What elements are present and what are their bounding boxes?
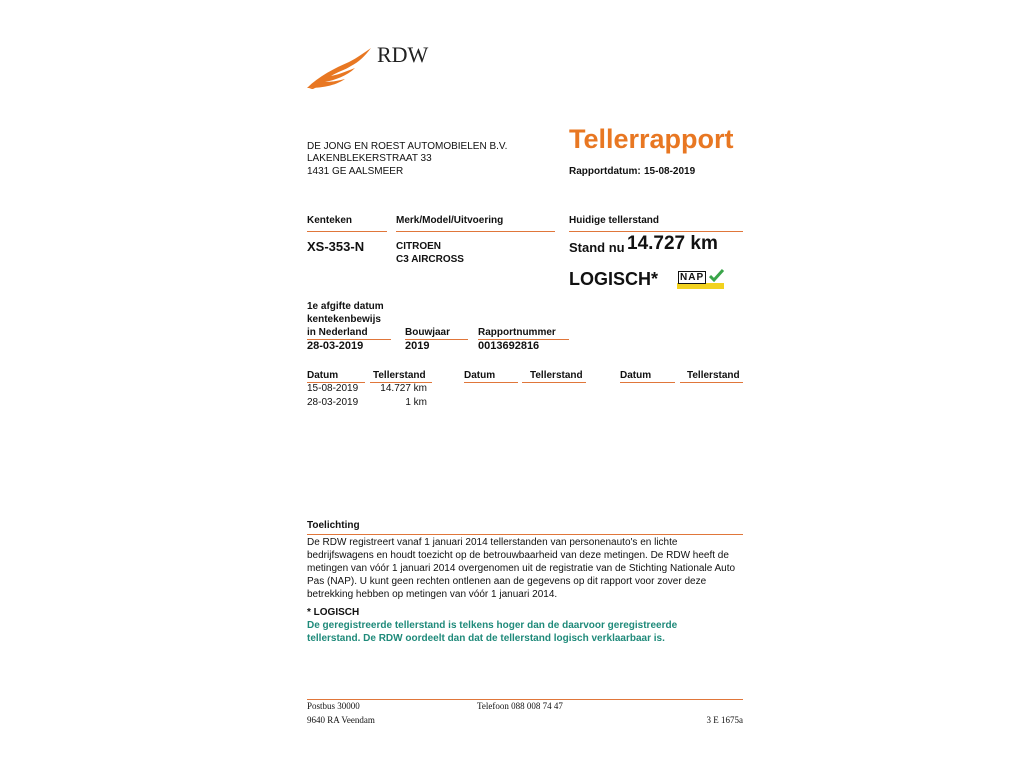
afgifte-label-3: in Nederland [307,327,368,338]
kenteken-value: XS-353-N [307,239,365,254]
kenteken-rule [307,231,387,232]
toelichting-line: De RDW registreert vanaf 1 januari 2014 tellerstanden van personenauto's en lichte [307,537,678,548]
verdict: LOGISCH* [569,269,659,289]
merk-rule [396,231,555,232]
toelichting-line: betrekking hebben op metingen van vóór 1 januari 2014. [307,589,558,600]
rapport-label: Rapportnummer [478,327,556,338]
merk-value: CITROEN [396,241,441,252]
table-header-datum-1: Datum [307,370,339,381]
table-header-stand-1: Tellerstand [373,370,426,381]
table-header-stand-3: Tellerstand [687,370,740,381]
table-row-stand: 14.727 km [380,383,427,394]
nap-badge-icon [677,271,724,289]
rdw-wing-logo-icon [305,46,373,90]
report-title: Tellerrapport [569,124,734,154]
stand-prefix: Stand nu [569,240,625,255]
kenteken-label: Kenteken [307,215,353,226]
bouwjaar-value: 2019 [405,340,430,352]
note-line: tellerstand. De RDW oordeelt dan dat de tellerstand logisch verklaarbaar is. [307,633,665,644]
nap-badge-text: NAP [680,272,705,283]
footer-telefoon: Telefoon 088 008 74 47 [477,701,563,711]
footer-rule [307,699,743,700]
table-row-datum: 28-03-2019 [307,397,359,408]
table-header-stand-2: Tellerstand [530,370,583,381]
report-date-label: Rapportdatum: [569,166,641,177]
table-header-datum-2: Datum [464,370,496,381]
address-line-2: LAKENBLEKERSTRAAT 33 [307,153,432,164]
merk-label: Merk/Model/Uitvoering [396,215,504,226]
toelichting-line: metingen van vóór 1 januari 2014 overgenomen uit de registratie van de Stichting Nationale Auto [307,563,736,574]
toelichting-line: bedrijfswagens en houdt toezicht op de betrouwbaarheid van deze metingen. De RDW heeft de [307,550,729,561]
toelichting-rule [307,534,743,535]
footer-plaats: 9640 RA Veendam [307,715,375,725]
table-header-datum-3: Datum [620,370,652,381]
note-label: * LOGISCH [307,607,360,618]
address-line-1: DE JONG EN ROEST AUTOMOBIELEN B.V. [307,141,508,152]
header-rule [522,382,586,383]
afgifte-value: 28-03-2019 [307,340,364,352]
stand-label: Huidige tellerstand [569,215,660,226]
report-date: 15-08-2019 [644,166,696,177]
table-row-datum: 15-08-2019 [307,383,359,394]
check-icon [709,269,724,283]
header-rule [464,382,518,383]
header-rule [620,382,675,383]
model-value: C3 AIRCROSS [396,254,464,265]
table-row-stand: 1 km [405,397,427,408]
afgifte-label-2: kentekenbewijs [307,314,381,325]
stand-value: 14.727 km [627,233,718,254]
address-line-3: 1431 GE AALSMEER [307,166,404,177]
toelichting-title: Toelichting [307,520,360,531]
header-rule [680,382,743,383]
bouwjaar-label: Bouwjaar [405,327,451,338]
rapport-value: 0013692816 [478,340,540,352]
afgifte-label-1: 1e afgifte datum [307,301,384,312]
rdw-logo-text: RDW [377,42,429,67]
toelichting-line: Pas (NAP). U kunt geen rechten ontlenen aan de gegevens op dit rapport voor zover deze [307,576,707,587]
footer-code: 3 E 1675a [706,715,743,725]
note-line: De geregistreerde tellerstand is telkens hoger dan de daarvoor geregistreerde [307,620,678,631]
stand-rule [569,231,743,232]
footer-postbus: Postbus 30000 [307,701,360,711]
